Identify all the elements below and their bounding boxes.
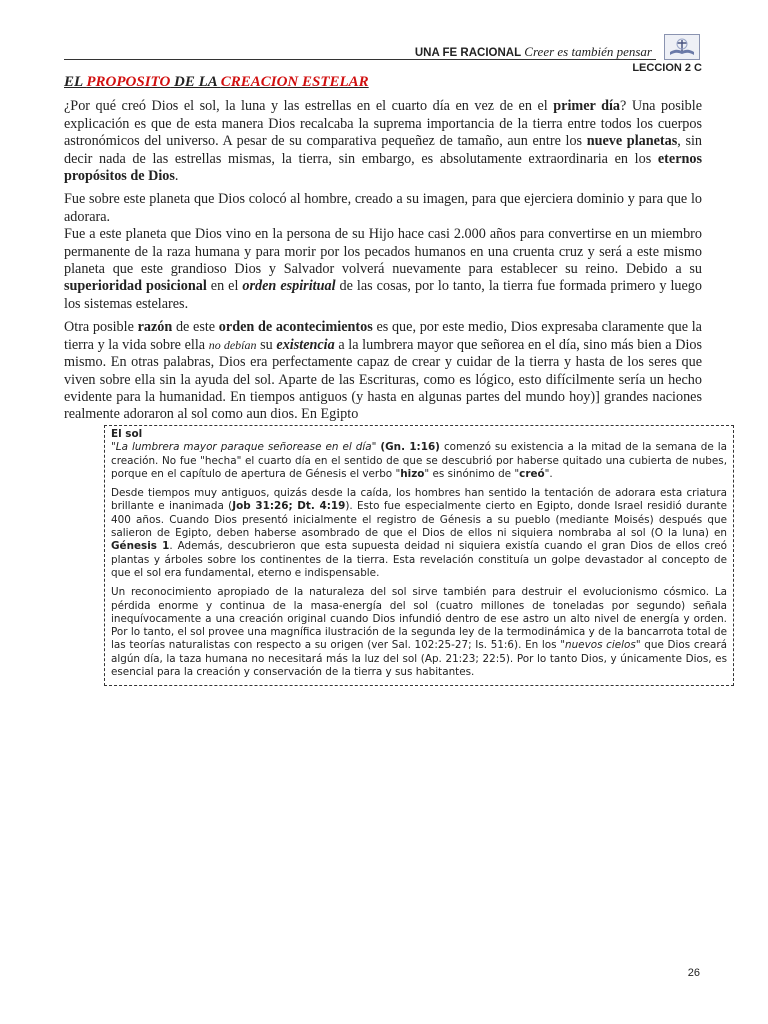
- p4-text-c: de este: [172, 319, 219, 336]
- box-paragraph-3: [111, 586, 727, 679]
- box-bold-genesis: Génesis 1: [111, 540, 170, 553]
- p3-text-e: de las cosas, por lo tanto, la tierra fue formada primero y luego los sistemas estelares.: [64, 278, 702, 312]
- paragraph-4: [64, 319, 702, 423]
- title-de-la: DE LA: [170, 74, 221, 90]
- box-paragraph-1: [111, 441, 727, 481]
- box-b2-text-a: Desde tiempos muy antiguos, quizás desde la caída, los hombres han sentido la tentación de adorara esta criatura brillante e inanimada (: [111, 487, 727, 513]
- sidebar-box-el-sol: [104, 425, 734, 686]
- title-el: EL: [64, 74, 87, 90]
- p3-text-a: Fue a este planeta que Dios vino en la persona de su Hijo hace casi 2.000 años para convertirse en un miembro permanente de la raza humana y para morir por los pecados humanos en una cruenta cruz y será a este mismo planeta que este grandioso Dios y Salvador volverá nuevamente para establecer su reino. Debido a su: [64, 226, 702, 278]
- header-title-italic: Creer es también pensar: [524, 44, 652, 59]
- header-rule: [64, 59, 656, 60]
- box-quote: "La lumbrera mayor paraque señorease en el día": [111, 441, 377, 454]
- section-title: [64, 74, 702, 91]
- paragraph-3: [64, 226, 702, 313]
- page-number: 26: [687, 967, 700, 979]
- p1-bold-eternos: eternos propósitos de Dios: [64, 150, 702, 185]
- box-b2-text-b: ). Esto fue especialmente cierto en Egipto, donde Israel residió durante 400 años. Cuando Dios presentó inicialmente el registro de Génesis a su pueblo (mediante Moisés) después que salieron de Egipto, deben haberse asombrado de que el Dios de ellos ni siquiera nombraba al sol (O la luna) en: [111, 500, 727, 540]
- box-heading: El sol: [111, 428, 143, 440]
- p3-bold-superioridad: superioridad posicional: [64, 278, 207, 295]
- p1-text-a: ¿Por qué creó Dios el sol, la luna y las estrellas en el cuarto día en vez de en el: [64, 98, 554, 115]
- box-b1-text-b: " es sinónimo de ": [424, 467, 520, 480]
- box-bold-creo: creó: [519, 467, 545, 480]
- p1-text-g: .: [174, 168, 179, 185]
- box-italic-nuevos-cielos: nuevos cielos: [565, 639, 636, 652]
- p4-bold-orden: orden de acontecimientos: [218, 319, 373, 336]
- paragraph-1: [64, 98, 702, 185]
- box-b3-text-b: " que Dios creará algún día, la taza humana no necesitará más la luz del sol (Ap. 21:23; 22:5). Por lo tanto Dios, y únicamente Dios, es esencial para la creación y conservación de la tierra y sus habitantes.: [111, 639, 728, 679]
- box-ref-gn: (Gn. 1:16): [380, 441, 440, 454]
- p1-bold-nueve-planetas: nueve planetas: [586, 133, 678, 150]
- p3-bold-orden-espiritual: orden espiritual: [242, 278, 336, 295]
- p4-text-a: Otra posible: [64, 319, 138, 336]
- p4-text-e: es que, por este medio, Dios expresaba claramente que la tierra y la vida sobre ella: [64, 319, 702, 353]
- page-header: [64, 30, 700, 70]
- title-proposito: PROPOSITO: [86, 74, 171, 90]
- box-b3-text-a: Un reconocimiento apropiado de la naturaleza del sol sirve también para destruir el evolucionismo cósmico. La pérdida enorme y continua de la masa-energía del sol (cuatro millones de toneladas por segundo) señala inequívocamente a una creación original cuando Dios infundió dentro de ese astro un alto nivel de energía y orden. Por lo tanto, el sol provee una magnífica ilustración de la segunda ley de la termodinámica y de la bancarrota total de las teorías naturalistas con respecto a su origen (ver Sal. 102:25-27; Is. 51:6). En los ": [111, 586, 727, 652]
- box-b2-text-c: . Además, descubrieron que esta supuesta deidad ni siquiera existía cuando el gran Dios de ellos creó plantas y árboles sobre los continentes de la tierra. Esta revelación constituía un golpe devastador al concepto de que el sol era fundamental, eterno e indispensable.: [111, 540, 727, 579]
- header-title: [415, 44, 652, 60]
- p1-text-c: ? Una posible explicación es que de esta manera Dios recalcaba la suprema importancia de la tierra entre todos los cuerpos astronómicos del universo. A pesar de su comparativa pequeñez de tamaño, aun entre los: [64, 98, 703, 150]
- main-content: [64, 74, 702, 430]
- box-b1-text-a: comenzó su existencia a la mitad de la semana de la creación. No fue "hecha" el cuarto día en el sentido de que se descubrió por haberse quitado una cubierta de nubes, porque en el capítulo de apertura de Génesis el verbo ": [111, 441, 728, 480]
- p4-text-i: a la lumbrera mayor que señorea en el día, sino más bien a Dios mismo. En otras palabras, Dios era perfectamente capaz de crear y cuidar de la tierra y hasta de los seres que viven sobre ella sin la ayuda del sol. Aparte de las Escrituras, como es lógico, esto difícilmente sería un hecho evidente para la humanidad. En tiempos antiguos (y hasta en algunas partes del mundo hoy)] grandes naciones realmente adoraron al sol como aun dios. En Egipto: [64, 336, 703, 423]
- lesson-label: LECCION 2 C: [632, 62, 702, 74]
- p4-text-g: su: [256, 336, 277, 353]
- p4-bold-razon: razón: [137, 319, 173, 336]
- p4-italic-no-debian: no debían: [208, 337, 257, 352]
- box-b1-text-c: ".: [544, 467, 553, 480]
- box-bold-hizo: hizo: [400, 467, 425, 480]
- p1-text-e: , sin decir nada de las estrellas mismas, la tierra, sin embargo, es absolutamente extraordinaria en los: [64, 133, 703, 167]
- paragraph-2: Fue sobre este planeta que Dios colocó al hombre, creado a su imagen, para que ejerciera dominio y para que lo adorara.: [64, 191, 702, 225]
- box-paragraph-2: [111, 487, 727, 580]
- book-emblem-icon: [664, 34, 700, 60]
- box-ref-job: Job 31:26; Dt. 4:19: [232, 500, 346, 513]
- p4-bold-existencia: existencia: [276, 336, 335, 353]
- p3-text-c: en el: [206, 278, 243, 295]
- title-creacion: CREACION ESTELAR: [220, 74, 369, 90]
- header-title-bold: UNA FE RACIONAL: [414, 47, 522, 59]
- p1-bold-primer-dia: primer día: [553, 98, 621, 115]
